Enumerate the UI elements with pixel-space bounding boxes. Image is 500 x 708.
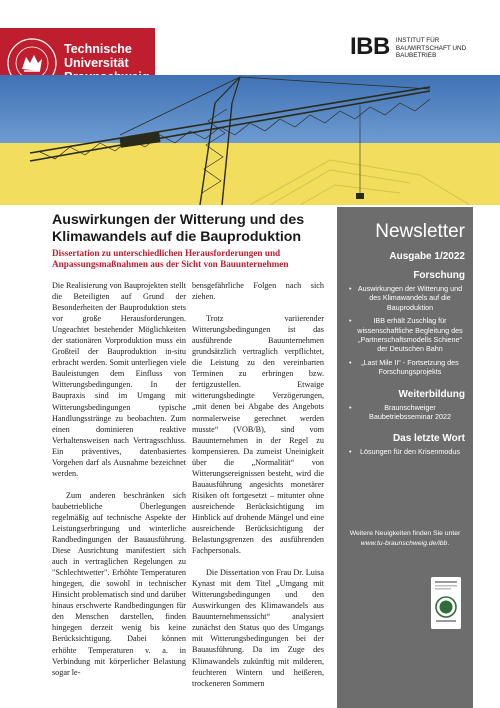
article-paragraph: Die Dissertation von Frau Dr. Luisa Kynast mit dem Titel „Umgang mit Witterungsbedingungen und den Auswirkungen des Klimawandels aus Bauunternehmenssicht“ analysiert zunächst den Status quo des Umgangs mit Witterungsbedingungen bei der Bauausführung. Da im Zuge des Klimawandels zukünftig mit milderen, feuchteren Wintern und heißeren, trockeneren Sommern <box>192 568 324 688</box>
article-column-1 <box>52 280 186 689</box>
bullet-icon: • <box>349 357 352 367</box>
ibb-logo <box>350 33 467 60</box>
list-item-text: Auswirkungen der Witterung und des Klimawandels auf die Bauproduktion <box>357 284 463 312</box>
tu-name-line: Universität <box>64 56 129 70</box>
bullet-icon: • <box>349 284 352 293</box>
section-list-letzte-wort <box>337 447 473 456</box>
list-item-text: IBB erhält Zuschlag für wissenschaftliche Begleitung des „Partnerschaftsmodells Schiene“ der Deutschen Bahn <box>357 316 463 354</box>
section-list-forschung <box>337 284 473 377</box>
list-item[interactable] <box>345 284 465 312</box>
ibb-institute-name <box>396 37 466 60</box>
list-item[interactable] <box>345 358 465 377</box>
footer-text: Weitere Neuigkeiten finden Sie unter <box>349 530 461 537</box>
list-item-text: „Last Mile II“ - Fortsetzung des Forschungsprojekts <box>361 357 459 377</box>
bullet-icon: • <box>349 447 352 457</box>
section-list-weiterbildung <box>337 403 473 422</box>
article-paragraph: Trotz variierender Witterungsbedingungen ist das ausführende Bauunternehmen grundsätzlich vertraglich verpflichtet, die Leistung zu den vereinbarten Terminen zu erbringen bzw. fertigzustellen. Etwaige witterungsbedingte Verzögerungen, „mit denen bei Abgabe des Angebots normalerweise gerechnet werden musste“ (VOB/B), sind vom Bauunternehmen in der Regel zu kompensieren. Da zumeist Uneinigkeit über die „Normalität“ von Witterungsereignissen besteht, wird die Bauausführung angesichts monetärer Risiken oft fortgesetzt – mitunter ohne ausreichende Berücksichtigung im Hinblick auf drohende Mängel und eine ausreichende Berücksichtigung der Belastungsgrenzen des ausführenden Fachpersonals. <box>192 314 324 556</box>
ibb-text-line: BAUBETRIEB <box>395 52 437 59</box>
crane-hero-image <box>0 75 500 205</box>
ibb-text-line: INSTITUT FÜR <box>395 37 440 44</box>
sidebar-footer <box>337 529 473 549</box>
section-title-weiterbildung: Weiterbildung <box>398 388 465 400</box>
footer-period: . <box>447 540 450 547</box>
dekra-certification-icon <box>431 577 461 629</box>
list-item[interactable] <box>345 447 465 456</box>
ibb-text-line: BAUWIRTSCHAFT UND <box>395 44 467 52</box>
list-item[interactable] <box>345 403 465 422</box>
article-headline: Auswirkungen der Witterung und des Klimawandels auf die Bauproduktion <box>52 212 305 245</box>
ibb-mark: IBB <box>350 33 390 60</box>
article-subhead: Dissertation zu unterschiedlichen Herausforderungen und Anpassungsmaßnahmen aus der Sicht von Bauunternehmen <box>52 248 289 269</box>
article-paragraph: Zum anderen beschränken sich baubetriebliche Überlegungen regelmäßig auf technische Aspekte der Leistungserbringung und winterliche Randbedingungen der Bauausführung. Diese Ausrichtung manifestiert sich auch in vertraglichen Regelungen zu "Schlechtwetter". Erhöhte Temperaturen hingegen, die sowohl in technischer Hinsicht problematisch sind und darüber hinaus erschwerte Randbedingungen für den Menschen darstellen, finden hingegen derzeit wenig bis keine Berücksichtigung. Dabei können erhöhte Temperaturen v. a. in Verbindung mit körperlicher Belastung sogar le- <box>52 490 186 677</box>
footer-url-link[interactable]: www.tu-braunschweig.de/ibb <box>360 540 448 547</box>
article-paragraph: Die Realisierung von Bauprojekten stellt die Beteiligten auf Grund der Besonderheiten der Bauproduktion stets vor große Herausforderungen. Ungeachtet bestehender Möglichkeiten der stationären Vorproduktion muss ein Großteil der Bauproduktion in-situ erbracht werden. Somit unterliegen viele Bauleistungen dem Einfluss von Witterungsbedingungen. In der Baupraxis sind im Umgang mit Witterungsbedingungen typische Handlungsstränge zu beobachten. Zum einen dominieren reaktive Verhaltensweisen nach Vertragsschluss. Ein präventives, datenbasiertes Vorgehen darf als Ausnahme bezeichnet werden. <box>52 281 186 478</box>
newsletter-issue: Ausgabe 1/2022 <box>389 251 465 262</box>
bullet-icon: • <box>349 402 352 412</box>
tu-name-line: Technische <box>64 42 132 56</box>
section-title-letzte-wort: Das letzte Wort <box>392 433 465 445</box>
list-item-text: Braunschweiger Baubetriebsseminar 2022 <box>369 402 451 422</box>
section-title-forschung: Forschung <box>413 270 465 281</box>
article-paragraph: bensgefährliche Folgen nach sich ziehen. <box>192 281 324 302</box>
list-item-text: Lösungen für den Krisenmodus <box>360 447 460 457</box>
bullet-icon: • <box>349 316 352 326</box>
list-item[interactable] <box>345 316 465 354</box>
newsletter-sidebar <box>337 207 473 708</box>
article-column-2 <box>192 280 324 700</box>
newsletter-title: Newsletter <box>375 221 465 242</box>
